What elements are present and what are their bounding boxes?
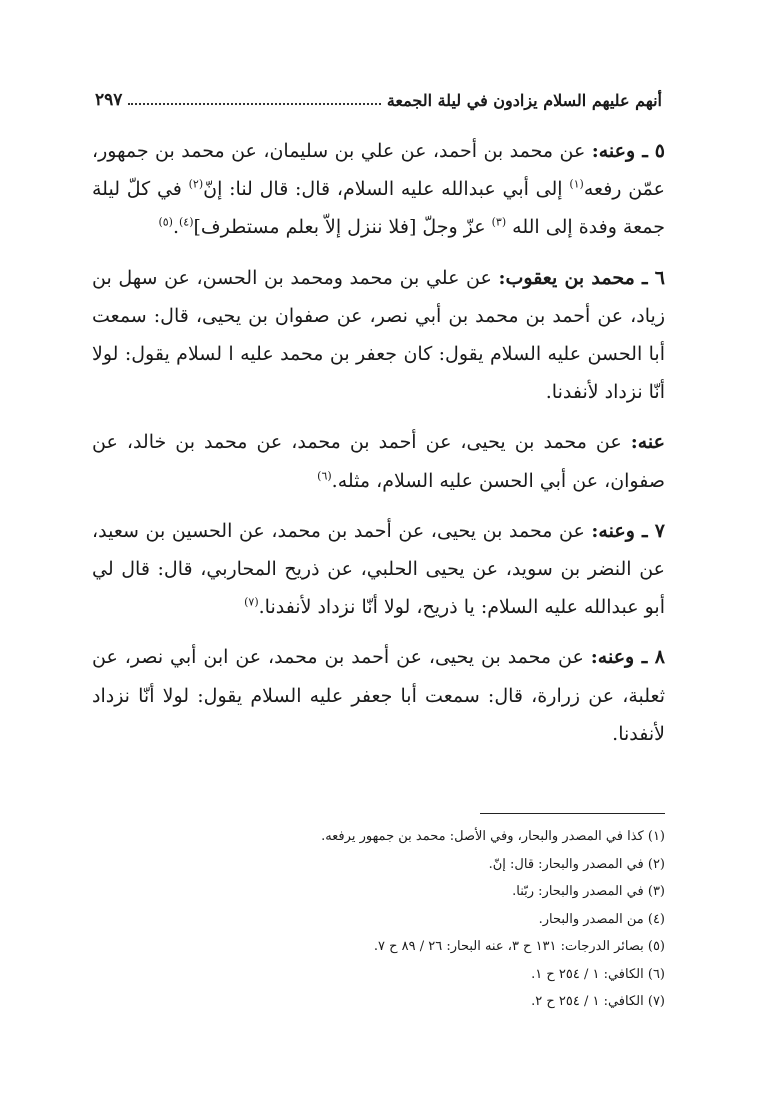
footnotes — [92, 823, 665, 1016]
paragraph-lead: عنه: — [630, 431, 665, 454]
footnote-marker: (٢) — [188, 177, 204, 191]
paragraph-text: عن محمد بن أحمد، عن علي بن سليمان، عن محمد بن جمهور، عمّن رفعه — [92, 140, 665, 201]
footnote: (٢) في المصدر والبحار: قال: إنّ. — [488, 856, 665, 872]
paragraph — [92, 132, 665, 247]
footnote-marker: (١) — [569, 177, 584, 191]
paragraph-text: عزّ وجلّ [فلا ننزل إلاّ بعلم مستطرف] — [193, 216, 492, 239]
footnote-marker: (٧) — [244, 595, 259, 609]
footnote-separator — [480, 813, 665, 814]
footnote-marker: (٤) — [179, 216, 194, 230]
leader-dots — [128, 103, 380, 105]
footnote-marker: (٦) — [317, 469, 332, 483]
footnote: (٣) في المصدر والبحار: ربّنا. — [512, 884, 665, 899]
paragraph-text: عن محمد بن يحيى، عن أحمد بن محمد، عن ابن أبي نصر، عن ثعلبة، عن زرارة، قال: سمعت أبا جعفر عليه السلام يقول: لولا أنّا نزداد لأنفدنا. — [92, 646, 665, 745]
running-header — [95, 84, 662, 110]
paragraph-text: عن محمد بن يحيى، عن أحمد بن محمد، عن الحسين بن سعيد، عن النضر بن سويد، عن يحيى الحلبي، عن ذريح المحاربي، قال: قال لي أبو عبدالله عليه السلام: يا ذريح، لولا أنّا نزداد لأنفدنا. — [92, 519, 665, 619]
paragraph-text: عن علي بن محمد ومحمد بن الحسن، عن سهل بن زياد، عن أحمد بن محمد بن أبي نصر، عن صفوان بن يحيى، قال: سمعت أبا الحسن عليه السلام يقول: كان جعفر بن محمد عليه ا لسلام يقول: لولا أنّا نزداد لأنفدنا. — [92, 266, 665, 404]
footnote: (٧) الكافي: ١ / ٢٥٤ ح ٢. — [531, 994, 665, 1009]
footnote-marker: (٥) — [158, 216, 173, 230]
paragraph-lead: ٧ ـ وعنه: — [591, 519, 666, 542]
footnote: (١) كذا في المصدر والبحار، وفي الأصل: محمد بن جمهور يرفعه. — [321, 829, 665, 844]
paragraph — [92, 259, 665, 412]
paragraph-text: في كلّ ليلة جمعة وفدة إلى الله — [92, 178, 665, 239]
paragraph-lead: ٨ ـ وعنه: — [590, 646, 666, 669]
footnote-marker: (٣) — [491, 216, 507, 230]
paragraph-text: . — [172, 216, 179, 239]
page-number: ٢٩٧ — [95, 90, 123, 110]
paragraph — [92, 512, 665, 627]
footnote: (٤) من المصدر والبحار. — [538, 911, 665, 927]
chapter-title: أنهم عليهم السلام يزادون في ليلة الجمعة — [386, 91, 662, 110]
paragraph-text: عن محمد بن يحيى، عن أحمد بن محمد، عن محمد بن خالد، عن صفوان، عن أبي الحسن عليه السلام، مثله. — [92, 431, 665, 492]
paragraph — [92, 423, 665, 499]
paragraph-lead: ٥ ـ وعنه: — [591, 140, 665, 162]
footnote: (٦) الكافي: ١ / ٢٥٤ ح ١. — [531, 966, 665, 982]
footnote: (٥) بصائر الدرجات: ١٣١ ح ٣، عنه البحار: ٢٦ / ٨٩ ح ٧. — [373, 939, 665, 954]
paragraph-lead: ٦ ـ محمد بن يعقوب: — [498, 266, 665, 289]
paragraph — [92, 638, 665, 753]
body-text — [92, 132, 665, 765]
paragraph-text: إلى أبي عبدالله عليه السلام، قال: قال لنا: إنّ — [203, 178, 570, 201]
